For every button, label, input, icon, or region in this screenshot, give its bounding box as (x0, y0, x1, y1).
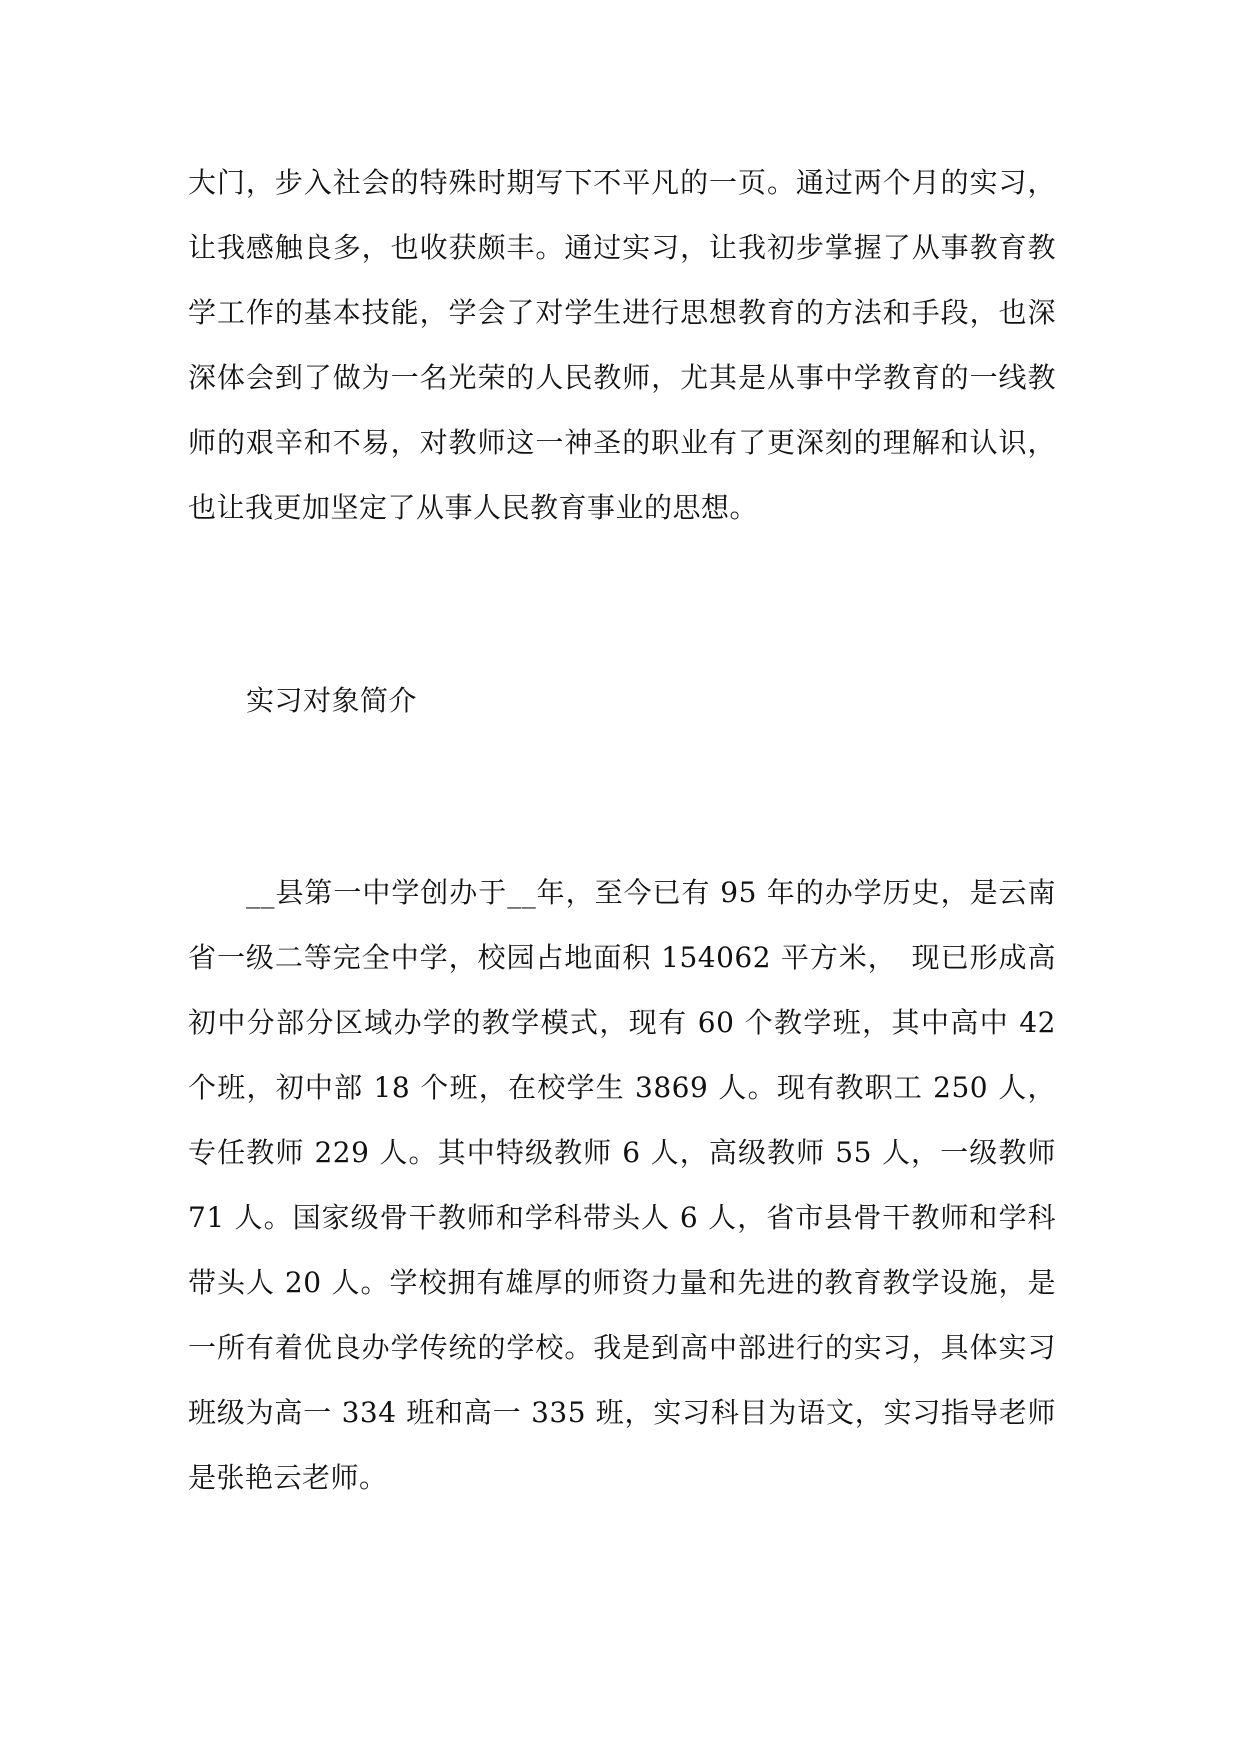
intro-paragraph: 大门，步入社会的特殊时期写下不平凡的一页。通过两个月的实习，让我感触良多，也收获颇丰。通过实习，让我初步掌握了从事教育教学工作的基本技能，学会了对学生进行思想教育的方法和手段，也深深体会到了做为一名光荣的人民教师，尤其是从事中学教育的一线教师的艰辛和不易，对教师这一神圣的职业有了更深刻的理解和认识，也让我更加坚定了从事人民教育事业的思想。 (188, 166, 1056, 524)
section-heading: 实习对象简介 (246, 684, 418, 717)
school-intro-paragraph: __县第一中学创办于__年，至今已有 95 年的办学历史，是云南省一级二等完全中学，校园占地面积 154062 平方米， 现已形成高初中分部分区域办学的教学模式，现有 60 个教学班，其中高中 42 个班，初中部 18 个班，在校学生 3869 人。现有教职工 250 人，专任教师 229 人。其中特级教师 6 人，高级教师 55 人，一级教师 71 人。国家级骨干教师和学科带头人 6 人，省市县骨干教师和学科带头人 20 人。学校拥有雄厚的师资力量和先进的教育教学设施，是一所有着优良办学传统的学校。我是到高中部进行的实习，具体实习班级为高一 334 班和高一 335 班，实习科目为语文，实习指导老师是张艳云老师。 (188, 876, 1056, 1494)
